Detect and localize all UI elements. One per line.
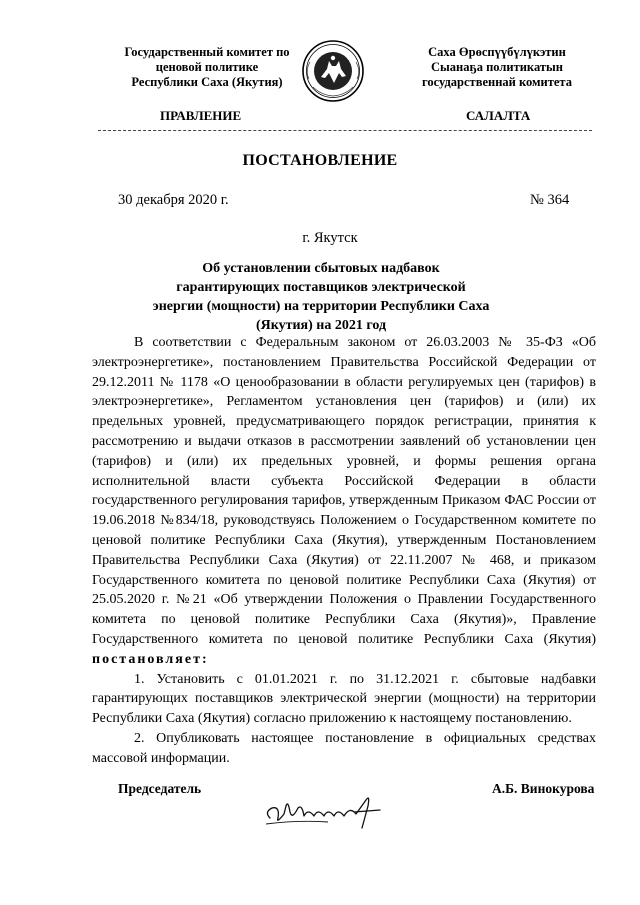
handwritten-signature — [258, 790, 398, 832]
item-2: 2. Опубликовать настоящее постановление в официальных средствах массовой информации. — [92, 730, 596, 766]
header-left-org — [98, 45, 316, 90]
header-left-line-1: Государственный комитет по — [124, 45, 290, 59]
document-title: ПОСТАНОВЛЕНИЕ — [242, 152, 398, 169]
header-left-line-3: Республики Саха (Якутия) — [131, 75, 283, 89]
header-right-line-2: Сыанаҕа политикатын — [431, 60, 563, 74]
header-divider — [98, 130, 592, 131]
preamble-paragraph — [92, 333, 596, 670]
header-right-line-1: Саха Өрөспүүбүлүкэтин — [428, 45, 566, 59]
header-right-line-3: государственнай комитета — [422, 75, 572, 89]
signature-role: Председатель — [118, 781, 202, 796]
signature-name: А.Б. Винокурова — [492, 781, 595, 796]
header-left-line-2: ценовой политике — [155, 60, 259, 74]
dept-left: ПРАВЛЕНИЕ — [160, 108, 242, 123]
emblem-logo — [301, 39, 365, 103]
document-number: № 364 — [530, 192, 570, 208]
document-subject: Об установлении сбытовых надбавок гарантирующих поставщиков электрической энергии (мощности) на территории Республики Саха (Якутия) на 2021 год — [152, 261, 490, 333]
header-right-org — [388, 45, 606, 90]
document-date: 30 декабря 2020 г. — [118, 192, 229, 208]
item-1: 1. Установить с 01.01.2021 г. по 31.12.2021 г. сбытовые надбавки гарантирующих поставщиков электрической энергии (мощности) на территории Республики Саха (Якутия) согласно приложению к настоящему постановлению. — [92, 671, 596, 727]
document-city: г. Якутск — [302, 230, 358, 246]
dept-right: САЛАЛТА — [466, 108, 531, 123]
preamble-text: В соответствии с Федеральным законом от 26.03.2003 № 35-ФЗ «Об электроэнергетике», постановлением Правительства Российской Федерации от 29.12.2011 № 1178 «О ценообразовании в области регулируемых цен (тарифов) в электроэнергетике», Регламентом установления цен (тарифов) и (или) их предельных уровней, предусматривающего порядок регистрации, принятия к рассмотрению и выдачи отказов в рассмотрении заявлений об установлении цен (тарифов) и (или) их предельных уровней, и формы решения органа исполнительной власти субъекта Российской Федерации в области государственного регулирования тарифов, утвержденным Приказом ФАС России от 19.06.2018 №834/18, руководствуясь Положением о Государственном комитете по ценовой политике Республики Саха (Якутия), утвержденным Постановлением Правительства Республики Саха (Якутия) от 22.11.2007 № 468, и приказом Государственного комитета по ценовой политике Республики Саха (Якутия) от 25.05.2020 г. №21 «Об утверждении Положения о Правлении Государственного комитета по ценовой политике Республики Саха (Якутия)», Правление Государственного комитета по ценовой политике Республики Саха (Якутия) — [92, 335, 596, 647]
document-body — [92, 333, 596, 769]
decree-word: постановляет: — [92, 651, 209, 667]
